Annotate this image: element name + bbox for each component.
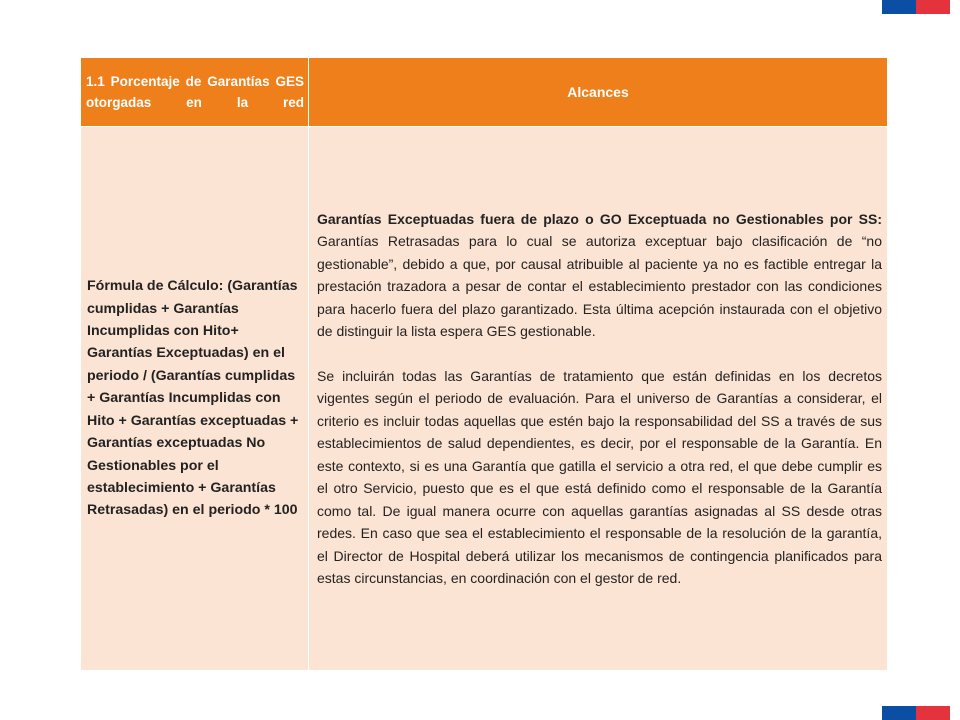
alcances-cell — [309, 127, 888, 671]
paragraph-exceptuadas-text: Garantías Retrasadas para lo cual se autoriza exceptuar bajo clasificación de “no gestionable”, debido a que, por causal atribuible al paciente ya no es factible entregar la prestación trazadora a pesar de contar el establecimiento prestador con las condiciones para hacerlo fuera del plazo garantizado. Esta última acepción instaurada con el objetivo de distinguir la lista espera GES gestionable. — [317, 233, 882, 339]
flag-red-segment — [916, 0, 950, 14]
flag-red-segment — [916, 706, 950, 720]
flag-stripe-bottom — [882, 706, 950, 720]
header-indicator-cell: 1.1 Porcentaje de Garantías GES otorgadas en la red — [81, 58, 309, 127]
formula-cell: Fórmula de Cálculo: (Garantías cumplidas + Garantías Incumplidas con Hito+ Garantías Exceptuadas) en el periodo / (Garantías cumplidas + Garantías Incumplidas con Hito + Garantías exceptuadas + Garantías exceptuadas No Gestionables por el establecimiento + Garantías Retrasadas) en el periodo * 100 — [81, 127, 309, 671]
paragraph-universo: Se incluirán todas las Garantías de tratamiento que están definidas en los decretos vigentes según el periodo de evaluación. Para el universo de Garantías a considerar, el criterio es incluir todas aquellas que estén bajo la responsabilidad del SS a través de sus establecimientos de salud dependientes, es decir, por el responsable de la Garantía. En este contexto, si es una Garantía que gatilla el servicio a otra red, el que debe cumplir es el otro Servicio, puesto que es el que está definido como el responsable de la Garantía como tal. De igual manera ocurre con aquellas garantías asignadas al SS desde otras redes. En caso que sea el establecimiento el responsable de la resolución de la garantía, el Director de Hospital deberá utilizar los mecanismos de contingencia planificados para estas circunstancias, en coordinación con el gestor de red. — [317, 367, 882, 586]
flag-blue-segment — [882, 0, 916, 14]
table-body-row — [81, 127, 888, 671]
paragraph-exceptuadas-heading: Garantías Exceptuadas fuera de plazo o GO Exceptuada no Gestionables por SS: — [317, 210, 882, 227]
flag-stripe-top — [882, 0, 950, 14]
header-alcances-cell: Alcances — [309, 58, 888, 127]
flag-blue-segment — [882, 706, 916, 720]
content-table — [80, 57, 888, 671]
paragraph-exceptuadas — [317, 208, 882, 343]
table-header-row — [81, 58, 888, 127]
